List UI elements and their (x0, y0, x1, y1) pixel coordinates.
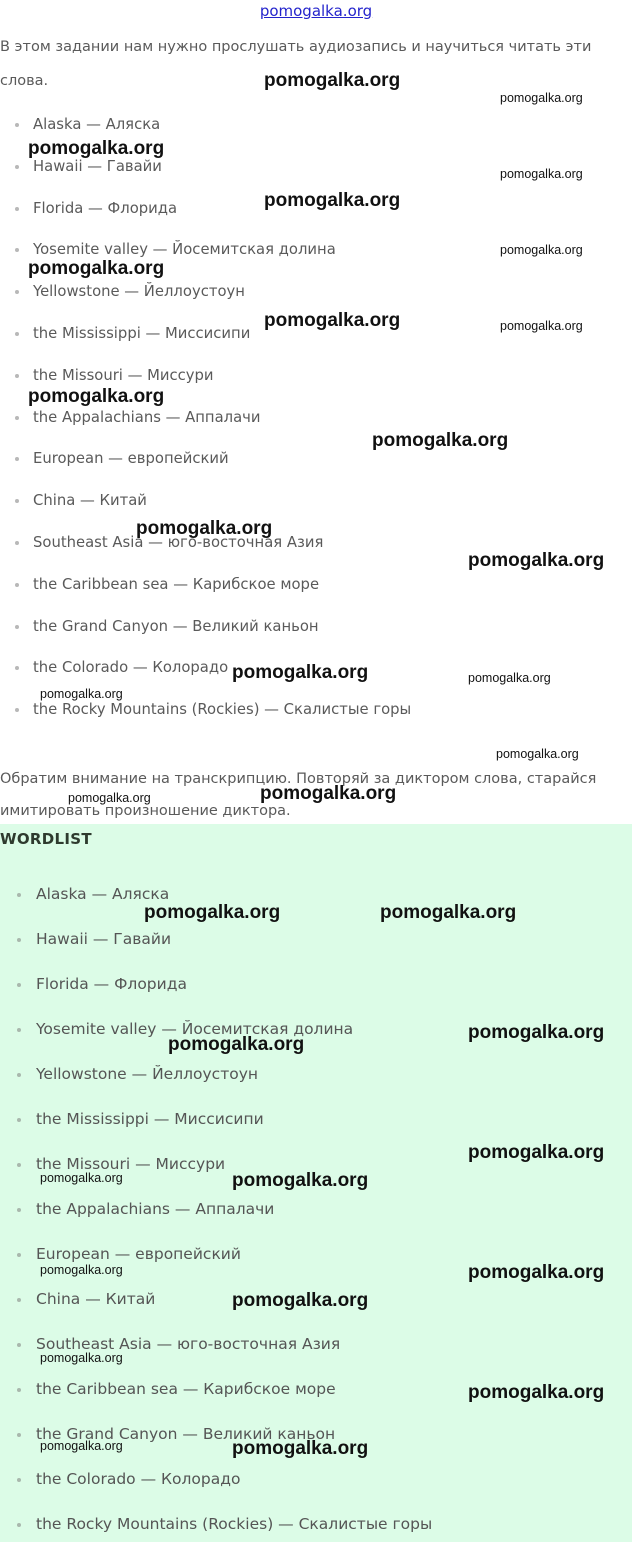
list-item: the Appalachians — Аппалачи (0, 397, 411, 439)
watermark: pomogalka.org (40, 687, 123, 701)
watermark: pomogalka.org (136, 518, 273, 539)
watermark: pomogalka.org (232, 1170, 369, 1191)
watermark: pomogalka.org (232, 662, 369, 683)
watermark: pomogalka.org (500, 91, 583, 105)
wordlist-item: Florida — Флорида (0, 962, 432, 1007)
list-item: the Mississippi — Миссисипи (0, 313, 411, 355)
list-item: Hawaii — Гавайи (0, 146, 411, 188)
watermark: pomogalka.org (468, 671, 551, 685)
watermark: pomogalka.org (500, 319, 583, 333)
intro-paragraph: В этом задании нам нужно прослушать аудиозапись и научиться читать эти слова. (0, 39, 592, 89)
wordlist-item: Yosemite valley — Йосемитская долина (0, 1007, 432, 1052)
list-item: Florida — Флорида (0, 188, 411, 230)
header-site-link[interactable]: pomogalka.org (259, 2, 373, 20)
watermark: pomogalka.org (28, 386, 165, 407)
wordlist-item: Southeast Asia — юго-восточная Азия (0, 1322, 432, 1367)
wordlist-title: WORDLIST (0, 830, 92, 848)
wordlist-item: the Missouri — Миссури (0, 1142, 432, 1187)
list-item: China — Китай (0, 480, 411, 522)
watermark: pomogalka.org (468, 1382, 605, 1403)
watermark: pomogalka.org (168, 1034, 305, 1055)
list-item: the Caribbean sea — Карибское море (0, 564, 411, 606)
watermark: pomogalka.org (28, 138, 165, 159)
wordlist-item: China — Китай (0, 1277, 432, 1322)
watermark: pomogalka.org (40, 1263, 123, 1277)
watermark: pomogalka.org (40, 1171, 123, 1185)
watermark: pomogalka.org (28, 258, 165, 279)
watermark: pomogalka.org (68, 791, 151, 805)
list-item: the Missouri — Миссури (0, 355, 411, 397)
watermark: pomogalka.org (232, 1290, 369, 1311)
list-item: Yellowstone — Йеллоустоун (0, 271, 411, 313)
watermark: pomogalka.org (40, 1439, 123, 1453)
wordlist-item: the Appalachians — Аппалачи (0, 1187, 432, 1232)
list-item: the Grand Canyon — Великий каньон (0, 606, 411, 648)
list-item: European — европейский (0, 438, 411, 480)
watermark: pomogalka.org (232, 1438, 369, 1459)
wordlist-item: Alaska — Аляска (0, 872, 432, 917)
watermark: pomogalka.org (264, 70, 401, 91)
wordlist-item: the Grand Canyon — Великий каньон (0, 1412, 432, 1457)
watermark: pomogalka.org (500, 167, 583, 181)
instruction-paragraph: Обратим внимание на транскрипцию. Повторяй за диктором слова, старайся имитировать произношение диктора. (0, 771, 597, 819)
wordlist-item: the Colorado — Колорадо (0, 1457, 432, 1502)
list-item: Yosemite valley — Йосемитская долина (0, 229, 411, 271)
wordlist-item: the Rocky Mountains (Rockies) — Скалистые горы (0, 1502, 432, 1547)
watermark: pomogalka.org (260, 783, 397, 804)
watermark: pomogalka.org (468, 1262, 605, 1283)
list-item: Alaska — Аляска (0, 104, 411, 146)
wordlist-item: the Caribbean sea — Карибское море (0, 1367, 432, 1412)
watermark: pomogalka.org (264, 310, 401, 331)
watermark: pomogalka.org (40, 1351, 123, 1365)
watermark: pomogalka.org (468, 1022, 605, 1043)
watermark: pomogalka.org (144, 902, 281, 923)
watermark: pomogalka.org (500, 243, 583, 257)
list-item: the Rocky Mountains (Rockies) — Скалистые горы (0, 689, 411, 731)
watermark: pomogalka.org (264, 190, 401, 211)
list-item: the Colorado — Колорадо (0, 647, 411, 689)
watermark: pomogalka.org (468, 1142, 605, 1163)
wordlist-item: European — европейский (0, 1232, 432, 1277)
watermark: pomogalka.org (380, 902, 517, 923)
list-item: Southeast Asia — юго-восточная Азия (0, 522, 411, 564)
wordlist-item: Hawaii — Гавайи (0, 917, 432, 962)
wordlist-item: Yellowstone — Йеллоустоун (0, 1052, 432, 1097)
wordlist-item: the Mississippi — Миссисипи (0, 1097, 432, 1142)
watermark: pomogalka.org (468, 550, 605, 571)
watermark: pomogalka.org (372, 430, 509, 451)
watermark: pomogalka.org (496, 747, 579, 761)
